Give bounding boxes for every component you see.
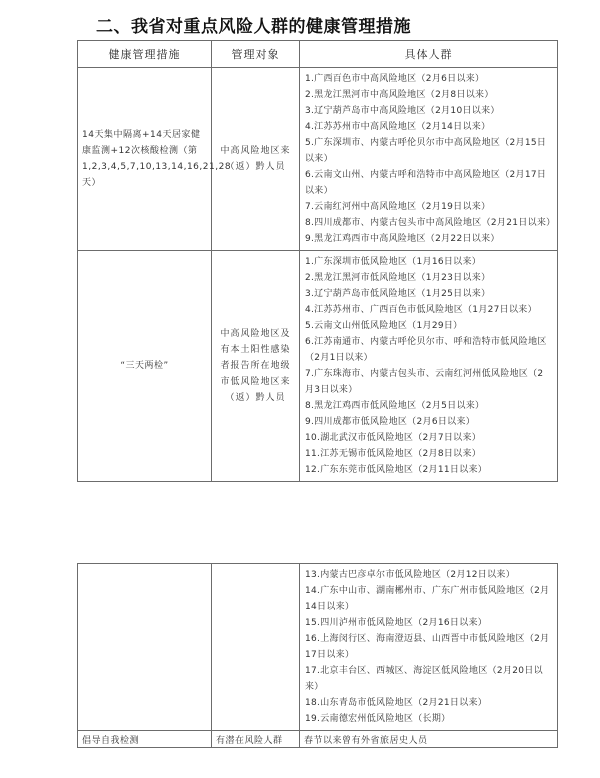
list-item: 4.江苏苏州市中高风险地区（2月14日以来） — [305, 122, 491, 132]
list-item: 19.云南德宏州低风险地区（长期） — [305, 714, 451, 724]
table-row — [78, 251, 558, 482]
list-item: 2.黑龙江黑河市中高风险地区（2月8日以来） — [305, 90, 494, 100]
groups-cell — [300, 68, 558, 251]
groups-cell: 春节以来曾有外省旅居史人员 — [300, 731, 558, 748]
table-row — [78, 564, 558, 731]
section-heading: 二、我省对重点风险人群的健康管理措施 — [96, 17, 411, 37]
header-measure: 健康管理措施 — [78, 41, 212, 68]
health-measures-table-continued — [77, 563, 558, 748]
table-row — [78, 731, 558, 748]
measure-cell: 14天集中隔离+14天居家健康监测+12次核酸检测（第1,2,3,4,5,7,10,13,14,16,21,28天） — [78, 68, 212, 251]
list-item: 15.四川泸州市低风险地区（2月16日以来） — [305, 618, 488, 628]
list-item: 17.北京丰台区、西城区、海淀区低风险地区（2月20日以来） — [305, 666, 543, 692]
list-item: 5.云南文山州低风险地区（1月29日） — [305, 321, 463, 331]
target-cell-empty — [212, 564, 300, 731]
list-item: 1.广东深圳市低风险地区（1月16日以来） — [305, 257, 482, 267]
list-item: 11.江苏无锡市低风险地区（2月8日以来） — [305, 449, 482, 459]
header-groups: 具体人群 — [300, 41, 558, 68]
list-item: 8.四川成都市、内蒙古包头市中高风险地区（2月21日以来） — [305, 218, 556, 228]
list-item: 14.广东中山市、湖南郴州市、广东广州市低风险地区（2月14日以来） — [305, 586, 550, 612]
list-item: 6.江苏南通市、内蒙古呼伦贝尔市、呼和浩特市低风险地区（2月1日以来） — [305, 337, 547, 363]
list-item: 9.四川成都市低风险地区（2月6日以来） — [305, 417, 476, 427]
list-item: 1.广西百色市中高风险地区（2月6日以来） — [305, 74, 485, 84]
measure-cell: “三天两检” — [78, 251, 212, 482]
list-item: 5.广东深圳市、内蒙古呼伦贝尔市中高风险地区（2月15日以来） — [305, 138, 547, 164]
table-header-row — [78, 41, 558, 68]
table-row — [78, 68, 558, 251]
group-list — [301, 69, 556, 249]
list-item: 13.内蒙古巴彦卓尔市低风险地区（2月12日以来） — [305, 570, 515, 580]
target-cell: 中高风险地区来（返）黔人员 — [212, 68, 300, 251]
list-item: 7.云南红河州中高风险地区（2月19日以来） — [305, 202, 491, 212]
list-item: 6.云南文山州、内蒙古呼和浩特市中高风险地区（2月17日以来） — [305, 170, 547, 196]
list-item: 4.江苏苏州市、广西百色市低风险地区（1月27日以来） — [305, 305, 537, 315]
group-list — [301, 565, 556, 729]
measure-cell: 倡导自我检测 — [78, 731, 212, 748]
target-cell: 中高风险地区及有本土阳性感染者报告所在地级市低风险地区来（返）黔人员 — [212, 251, 300, 482]
groups-cell — [300, 251, 558, 482]
list-item: 3.辽宁葫芦岛市中高风险地区（2月10日以来） — [305, 106, 500, 116]
measure-cell-empty — [78, 564, 212, 731]
target-cell: 有潜在风险人群 — [212, 731, 300, 748]
list-item: 7.广东珠海市、内蒙古包头市、云南红河州低风险地区（2月3日以来） — [305, 369, 544, 395]
list-item: 9.黑龙江鸡西市中高风险地区（2月22日以来） — [305, 234, 500, 244]
list-item: 2.黑龙江黑河市低风险地区（1月23日以来） — [305, 273, 491, 283]
list-item: 3.辽宁葫芦岛市低风险地区（1月25日以来） — [305, 289, 491, 299]
health-measures-table — [77, 40, 558, 482]
groups-cell — [300, 564, 558, 731]
list-item: 16.上海闵行区、海南澄迈县、山西晋中市低风险地区（2月17日以来） — [305, 634, 550, 660]
list-item: 18.山东青岛市低风险地区（2月21日以来） — [305, 698, 488, 708]
group-list — [301, 252, 556, 480]
list-item: 8.黑龙江鸡西市低风险地区（2月5日以来） — [305, 401, 485, 411]
list-item: 12.广东东莞市低风险地区（2月11日以来） — [305, 465, 488, 475]
list-item: 10.湖北武汉市低风险地区（2月7日以来） — [305, 433, 482, 443]
header-target: 管理对象 — [212, 41, 300, 68]
